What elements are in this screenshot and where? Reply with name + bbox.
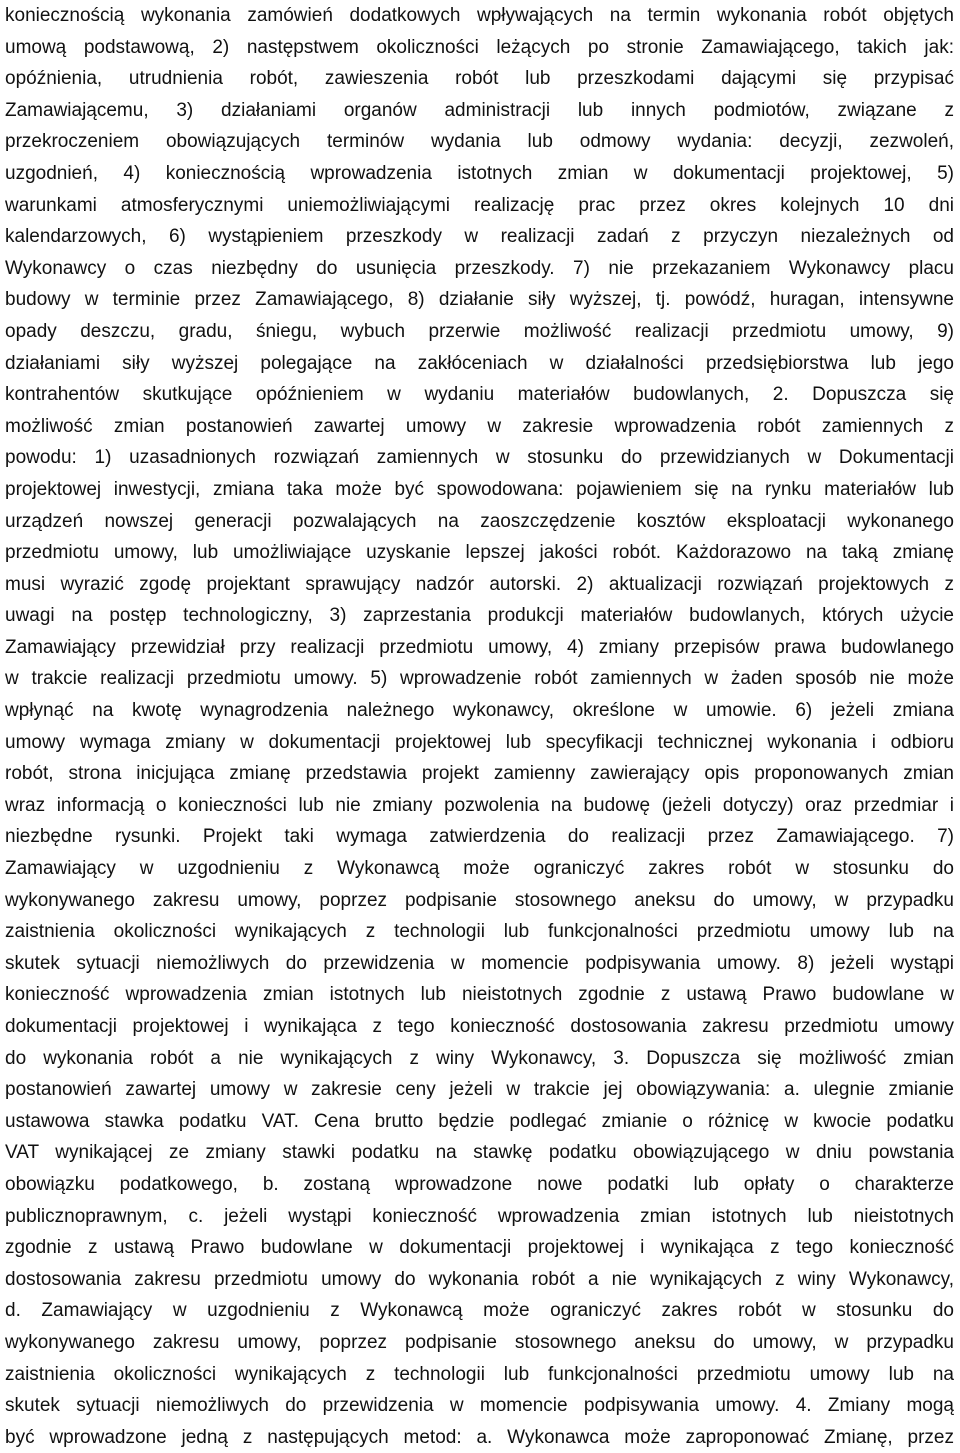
text-line: kontrahentów skutkujące opóźnieniem w wydaniu materiałów budowlanych, 2. Dopuszcza się — [5, 384, 954, 406]
text-line: umowy wymaga zmiany w dokumentacji projektowej lub specyfikacji technicznej wykonania i odbioru — [5, 731, 954, 753]
text-line: uwagi na postęp technologiczny, 3) zaprzestania produkcji materiałów budowlanych, których użycie — [5, 605, 954, 627]
text-line: opóźnienia, utrudnienia robót, zawieszenia robót lub przeszkodami dającymi się przypisać — [5, 68, 954, 90]
text-line: kalendarzowych, 6) wystąpieniem przeszkody w realizacji zadań z przyczyn niezależnych od — [5, 226, 954, 248]
text-line: opady deszczu, gradu, śniegu, wybuch przerwie możliwość realizacji przedmiotu umowy, 9) — [5, 320, 954, 342]
text-line: urządzeń nowszej generacji pozwalających na zaoszczędzenie kosztów eksploatacji wykonanego — [5, 510, 954, 532]
text-line: publicznoprawnym, c. jeżeli wystąpi konieczność wprowadzenia zmian istotnych lub nieistotnych — [5, 1205, 954, 1227]
text-line: zgodnie z ustawą Prawo budowlane w dokumentacji projektowej i wynikająca z tego konieczność — [5, 1237, 954, 1259]
text-line: zaistnienia okoliczności wynikających z technologii lub funkcjonalności przedmiotu umowy lub na — [5, 921, 954, 943]
text-line: VAT wynikającej ze zmiany stawki podatku na stawkę podatku obowiązującego w dniu powstania — [5, 1142, 954, 1164]
text-line: d. Zamawiający w uzgodnieniu z Wykonawcą może ograniczyć zakres robót w stosunku do — [5, 1300, 954, 1322]
text-line: koniecznością wykonania zamówień dodatkowych wpływających na termin wykonania robót objętych — [5, 5, 954, 26]
text-line: Wykonawcy o czas niezbędny do usunięcia przeszkody. 7) nie przekazaniem Wykonawcy placu — [5, 257, 954, 279]
text-line: wraz informacją o konieczności lub nie zmiany pozwolenia na budowę (jeżeli dotyczy) oraz przedmiar i — [5, 794, 954, 816]
text-line: obowiązku podatkowego, b. zostaną wprowadzone nowe podatki lub opłaty o charakterze — [5, 1173, 954, 1195]
text-line: dokumentacji projektowej i wynikająca z tego konieczność dostosowania zakresu przedmiotu umowy — [5, 1016, 954, 1037]
text-line: przekroczeniem obowiązujących terminów wydania lub odmowy wydania: decyzji, zezwoleń, — [5, 131, 954, 153]
text-line: postanowień zawartej umowy w zakresie ceny jeżeli w trakcie jej obowiązywania: a. ulegnie zmianie — [5, 1079, 954, 1101]
text-line: warunkami atmosferycznymi uniemożliwiającymi realizację prac przez okres kolejnych 10 dni — [5, 194, 954, 216]
text-line: zaistnienia okoliczności wynikających z technologii lub funkcjonalności przedmiotu umowy lub na — [5, 1363, 954, 1385]
text-line: dostosowania zakresu przedmiotu umowy do wykonania robót a nie wynikających z winy Wykonawcy, — [5, 1268, 954, 1290]
text-line: być wprowadzone jedną z następujących metod: a. Wykonawca może zaproponować Zmianę, przez — [5, 1426, 954, 1448]
text-line: skutek sytuacji niemożliwych do przewidzenia w momencie podpisywania umowy. 4. Zmiany mogą — [5, 1395, 954, 1417]
text-line: projektowej inwestycji, zmiana taka może być spowodowana: pojawieniem się na rynku materiałów lub — [5, 478, 954, 500]
text-line: Zamawiający w uzgodnieniu z Wykonawcą może ograniczyć zakres robót w stosunku do — [5, 858, 954, 880]
text-line: niezbędne rysunki. Projekt taki wymaga zatwierdzenia do realizacji przez Zamawiającego. 7) — [5, 826, 954, 848]
text-line: w trakcie realizacji przedmiotu umowy. 5) wprowadzenie robót zamiennych w żaden sposób nie może — [5, 668, 954, 690]
text-line: umową podstawową, 2) następstwem okoliczności leżących po stronie Zamawiającego, takich jak: — [5, 36, 954, 58]
text-line: ustawowa stawka podatku VAT. Cena brutto będzie podlegać zmianie o różnicę w kwocie podatku — [5, 1110, 954, 1132]
text-line: uzgodnień, 4) koniecznością wprowadzenia istotnych zmian w dokumentacji projektowej, 5) — [5, 162, 954, 184]
text-line: budowy w terminie przez Zamawiającego, 8) działanie siły wyższej, tj. powódź, huragan, intensywne — [5, 289, 954, 311]
text-line: działaniami siły wyższej polegające na zakłóceniach w działalności przedsiębiorstwa lub jego — [5, 352, 954, 374]
text-line: przedmiotu umowy, lub umożliwiające uzyskanie lepszej jakości robót. Każdorazowo na taką zmianę — [5, 542, 954, 564]
text-line: wykonywanego zakresu umowy, poprzez podpisanie stosownego aneksu do umowy, w przypadku — [5, 889, 954, 911]
body-text — [5, 0, 954, 1453]
text-line: Zamawiający przewidział przy realizacji przedmiotu umowy, 4) zmiany przepisów prawa budowlanego — [5, 636, 954, 658]
text-line: wpłynąć na kwotę wynagrodzenia należnego wykonawcy, określone w umowie. 6) jeżeli zmiana — [5, 700, 954, 722]
text-line: możliwość zmian postanowień zawartej umowy w zakresie wprowadzenia robót zamiennych z — [5, 415, 954, 437]
text-line: wykonywanego zakresu umowy, poprzez podpisanie stosownego aneksu do umowy, w przypadku — [5, 1331, 954, 1353]
text-line: musi wyrazić zgodę projektant sprawujący nadzór autorski. 2) aktualizacji rozwiązań projektowych z — [5, 573, 954, 595]
text-line: do wykonania robót a nie wynikających z winy Wykonawcy, 3. Dopuszcza się możliwość zmian — [5, 1047, 954, 1069]
text-line: konieczność wprowadzenia zmian istotnych lub nieistotnych zgodnie z ustawą Prawo budowlane w — [5, 984, 954, 1006]
text-line: powodu: 1) uzasadnionych rozwiązań zamiennych w stosunku do przewidzianych w Dokumentacji — [5, 447, 954, 469]
text-line: Zamawiającemu, 3) działaniami organów administracji lub innych podmiotów, związane z — [5, 99, 954, 121]
text-line: robót, strona inicjująca zmianę przedstawia projekt zamienny zawierający opis proponowanych zmian — [5, 763, 954, 785]
text-line: skutek sytuacji niemożliwych do przewidzenia w momencie podpisywania umowy. 8) jeżeli wystąpi — [5, 952, 954, 974]
